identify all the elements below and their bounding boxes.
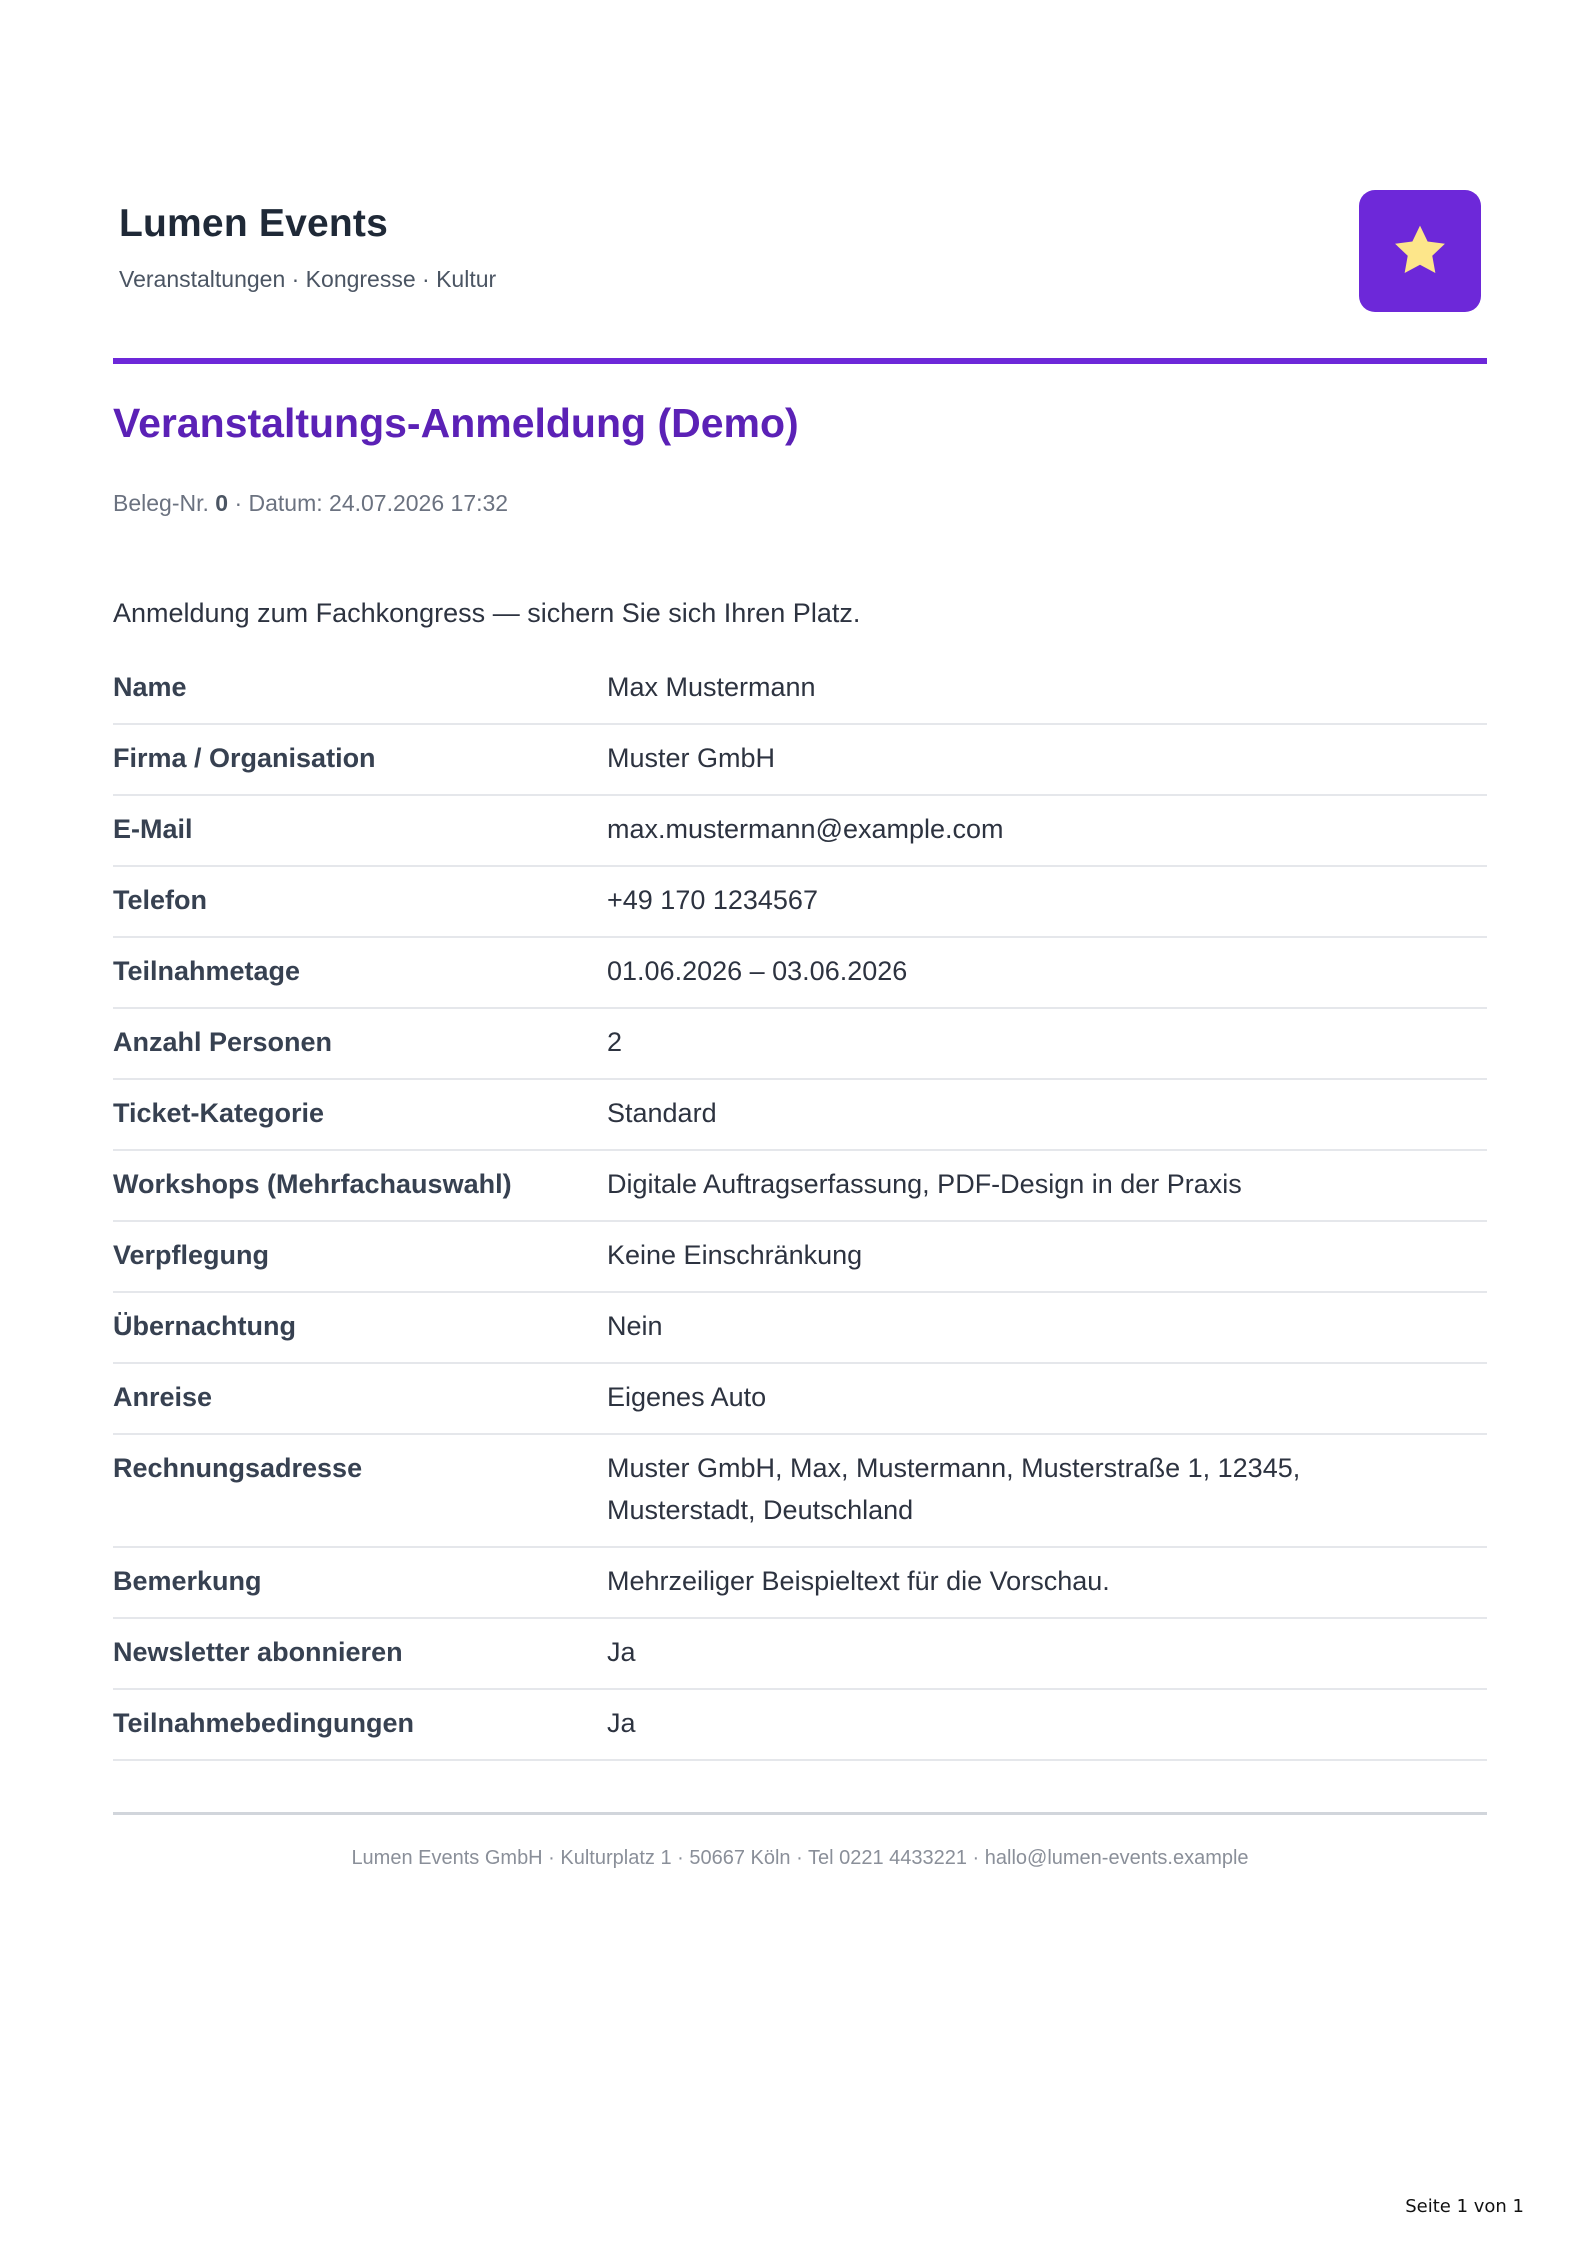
- star-icon: [1389, 220, 1451, 282]
- field-label: Übernachtung: [113, 1311, 297, 1341]
- field-row: [113, 1222, 1487, 1293]
- company-tagline: Veranstaltungen · Kongresse · Kultur: [119, 266, 497, 292]
- company-logo: [1359, 190, 1481, 312]
- field-row: [113, 1009, 1487, 1080]
- field-row: [113, 1690, 1487, 1761]
- field-row: [113, 1435, 1487, 1548]
- field-label: Ticket-Kategorie: [113, 1098, 325, 1128]
- field-label: Verpflegung: [113, 1240, 270, 1270]
- field-row: [113, 1548, 1487, 1619]
- field-value: Standard: [607, 1098, 717, 1128]
- field-row: [113, 654, 1487, 725]
- field-value: Ja: [607, 1708, 636, 1738]
- document-header: [113, 190, 1487, 330]
- footer-rule: [113, 1812, 1487, 1815]
- field-value: +49 170 1234567: [607, 885, 818, 915]
- field-value: Mehrzeiliger Beispieltext für die Vorschau.: [607, 1566, 1110, 1596]
- document-meta: [113, 490, 508, 517]
- field-label: Newsletter abonnieren: [113, 1637, 403, 1667]
- footer-company-info: Lumen Events GmbH · Kulturplatz 1 · 50667 Köln · Tel 0221 4433221 · hallo@lumen-events.example: [351, 1847, 1249, 1869]
- field-label: Telefon: [113, 885, 207, 915]
- receipt-number-label: Beleg-Nr.: [113, 490, 209, 516]
- field-row: [113, 1364, 1487, 1435]
- document-title: Veranstaltungs-Anmeldung (Demo): [113, 400, 799, 446]
- company-name: Lumen Events: [119, 202, 388, 245]
- field-label: Name: [113, 672, 187, 702]
- field-value: 2: [607, 1027, 623, 1057]
- field-row: [113, 938, 1487, 1009]
- field-label: E-Mail: [113, 814, 193, 844]
- field-label: Teilnahmebedingungen: [113, 1708, 415, 1738]
- field-label: Rechnungsadresse: [113, 1453, 363, 1483]
- field-row: [113, 796, 1487, 867]
- field-row: [113, 725, 1487, 796]
- field-label: Anreise: [113, 1382, 213, 1412]
- field-row: [113, 867, 1487, 938]
- document-date: · Datum: 24.07.2026 17:32: [234, 490, 509, 516]
- field-value: Ja: [607, 1637, 636, 1667]
- field-value: Nein: [607, 1311, 663, 1341]
- field-value: Max Mustermann: [607, 672, 816, 702]
- page-number: Seite 1 von 1: [1405, 2196, 1524, 2217]
- field-label: Bemerkung: [113, 1566, 262, 1596]
- receipt-number: 0: [215, 490, 229, 516]
- registration-fields-table: [113, 654, 1487, 1761]
- field-label: Anzahl Personen: [113, 1027, 333, 1057]
- field-label: Workshops (Mehrfachauswahl): [113, 1169, 512, 1199]
- field-value: max.mustermann@example.com: [607, 814, 1004, 844]
- field-value: Keine Einschränkung: [607, 1240, 863, 1270]
- field-row: [113, 1080, 1487, 1151]
- field-value: Muster GmbH: [607, 743, 776, 773]
- field-label: Firma / Organisation: [113, 743, 376, 773]
- field-value: Eigenes Auto: [607, 1382, 767, 1412]
- field-value: Digitale Auftragserfassung, PDF-Design in der Praxis: [607, 1169, 1242, 1199]
- intro-text: Anmeldung zum Fachkongress — sichern Sie sich Ihren Platz.: [113, 598, 861, 628]
- field-row: [113, 1151, 1487, 1222]
- header-accent-rule: [113, 358, 1487, 364]
- field-label: Teilnahmetage: [113, 956, 301, 986]
- field-row: [113, 1293, 1487, 1364]
- field-row: [113, 1619, 1487, 1690]
- field-value: 01.06.2026 – 03.06.2026: [607, 956, 908, 986]
- field-value: Muster GmbH, Max, Mustermann, Musterstraße 1, 12345, Musterstadt, Deutschland: [607, 1453, 1301, 1525]
